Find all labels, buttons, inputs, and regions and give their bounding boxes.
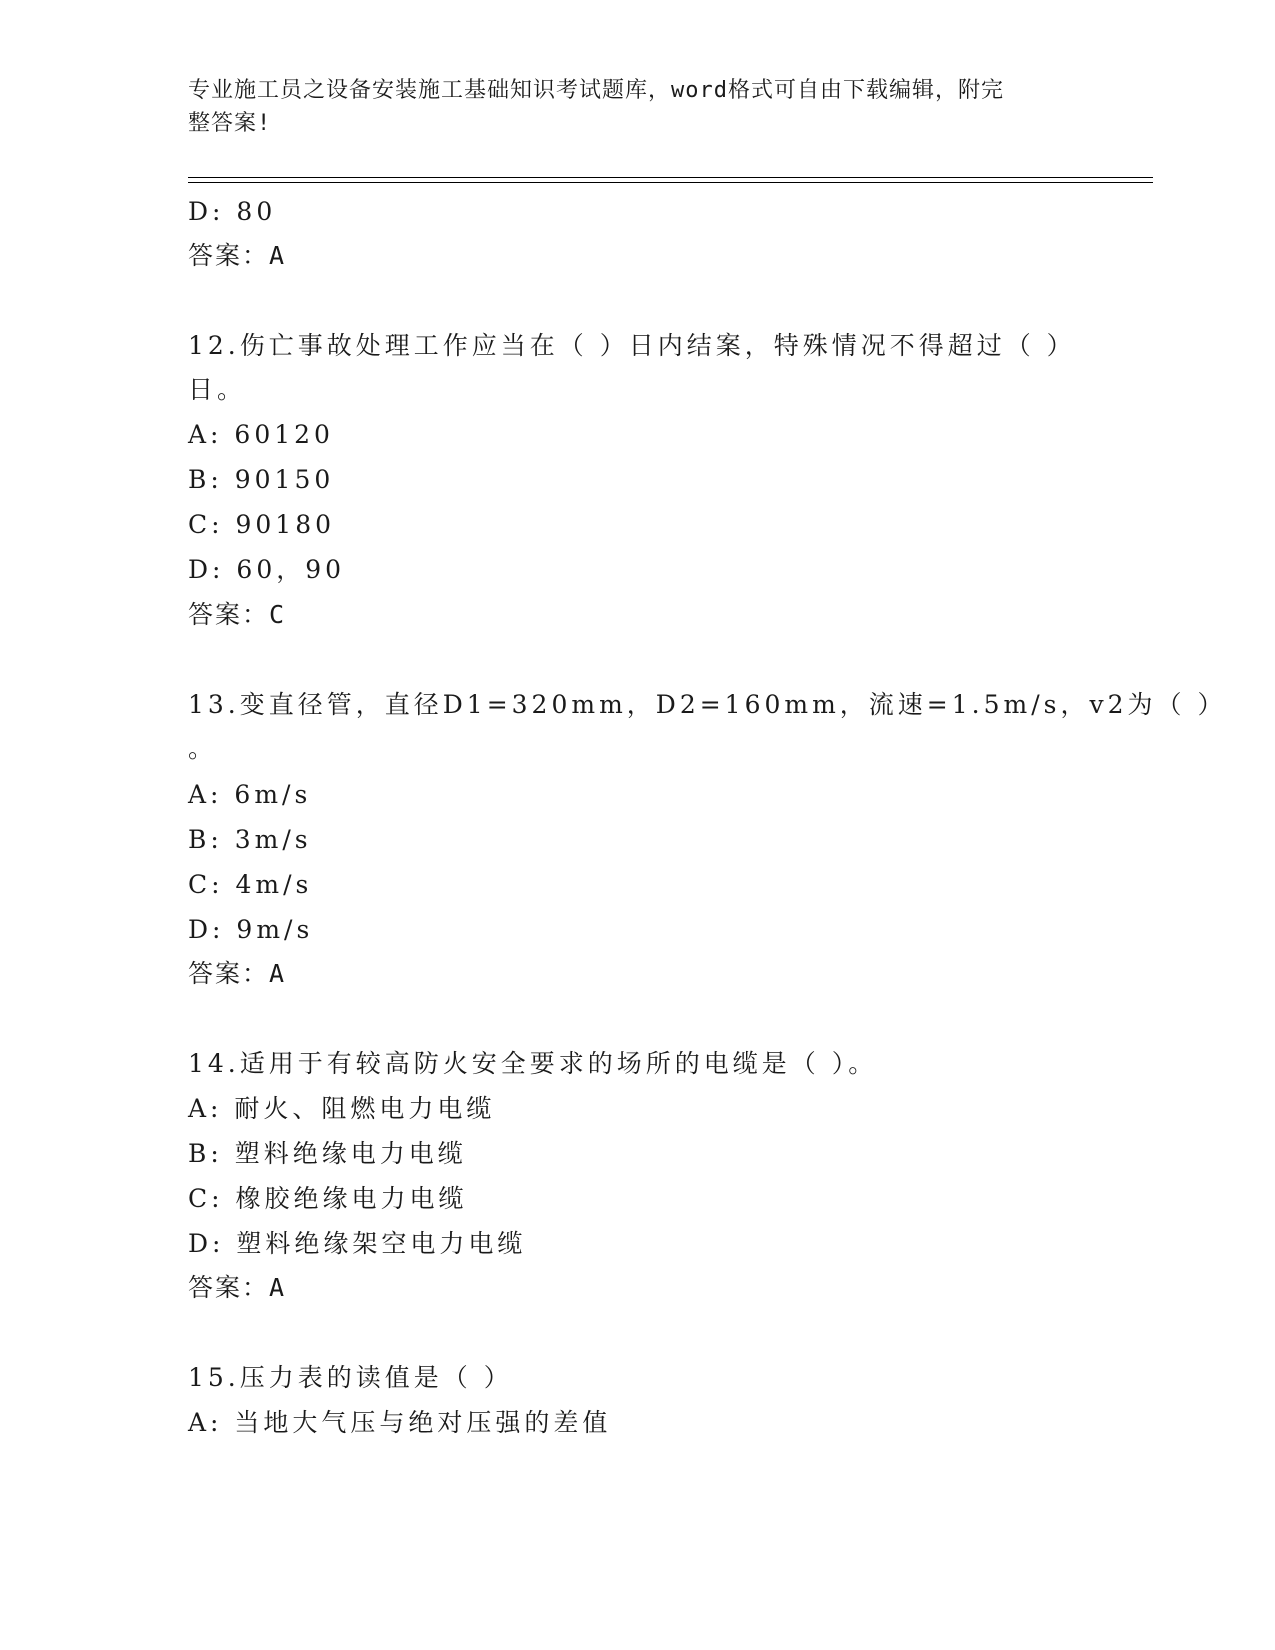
question-stem: 14.适用于有较高防火安全要求的场所的电缆是（ ）。 [188,1049,878,1078]
option-d: D: 80 [188,197,277,226]
answer [188,600,286,630]
question-stem-continued: 。 [188,734,218,763]
answer [188,1273,286,1303]
answer [188,959,286,989]
document-title [188,74,1068,140]
answer-value: C [269,600,287,629]
header-divider-bottom [188,182,1153,183]
option-a: A: 当地大气压与绝对压强的差值 [188,1408,612,1437]
answer-label: 答案： [188,959,270,988]
question-stem: 13.变直径管，直径D1=320mm，D2=160mm，流速=1.5m/s，v2为（ ） [188,690,1227,719]
option-d: D: 塑料绝缘架空电力电缆 [188,1229,527,1258]
document-title-line-1: 专业施工员之设备安装施工基础知识考试题库，word格式可自由下载编辑，附完 [188,78,1004,103]
answer-value: A [269,959,287,988]
option-a: A: 耐火、阻燃电力电缆 [188,1094,496,1123]
answer [188,241,286,271]
option-c: C: 4m/s [188,870,313,899]
option-a: A: 60120 [188,420,334,449]
question-stem: 15.压力表的读值是（ ） [188,1363,513,1392]
option-a: A: 6m/s [188,780,312,809]
answer-value: A [269,241,287,270]
answer-value: A [269,1273,287,1302]
option-b: B: 塑料绝缘电力电缆 [188,1139,467,1168]
option-d: D: 9m/s [188,915,314,944]
answer-label: 答案： [188,1273,270,1302]
answer-label: 答案： [188,241,270,270]
question-stem-continued: 日。 [188,375,247,404]
question-stem: 12.伤亡事故处理工作应当在（ ）日内结案，特殊情况不得超过（ ） [188,331,1076,360]
option-c: C: 90180 [188,510,336,539]
option-b: B: 90150 [188,465,335,494]
option-d: D: 60，90 [188,555,346,584]
option-b: B: 3m/s [188,825,312,854]
document-title-line-2: 整答案! [188,111,272,136]
answer-label: 答案： [188,600,270,629]
option-c: C: 橡胶绝缘电力电缆 [188,1184,468,1213]
header-divider-top [188,177,1153,178]
